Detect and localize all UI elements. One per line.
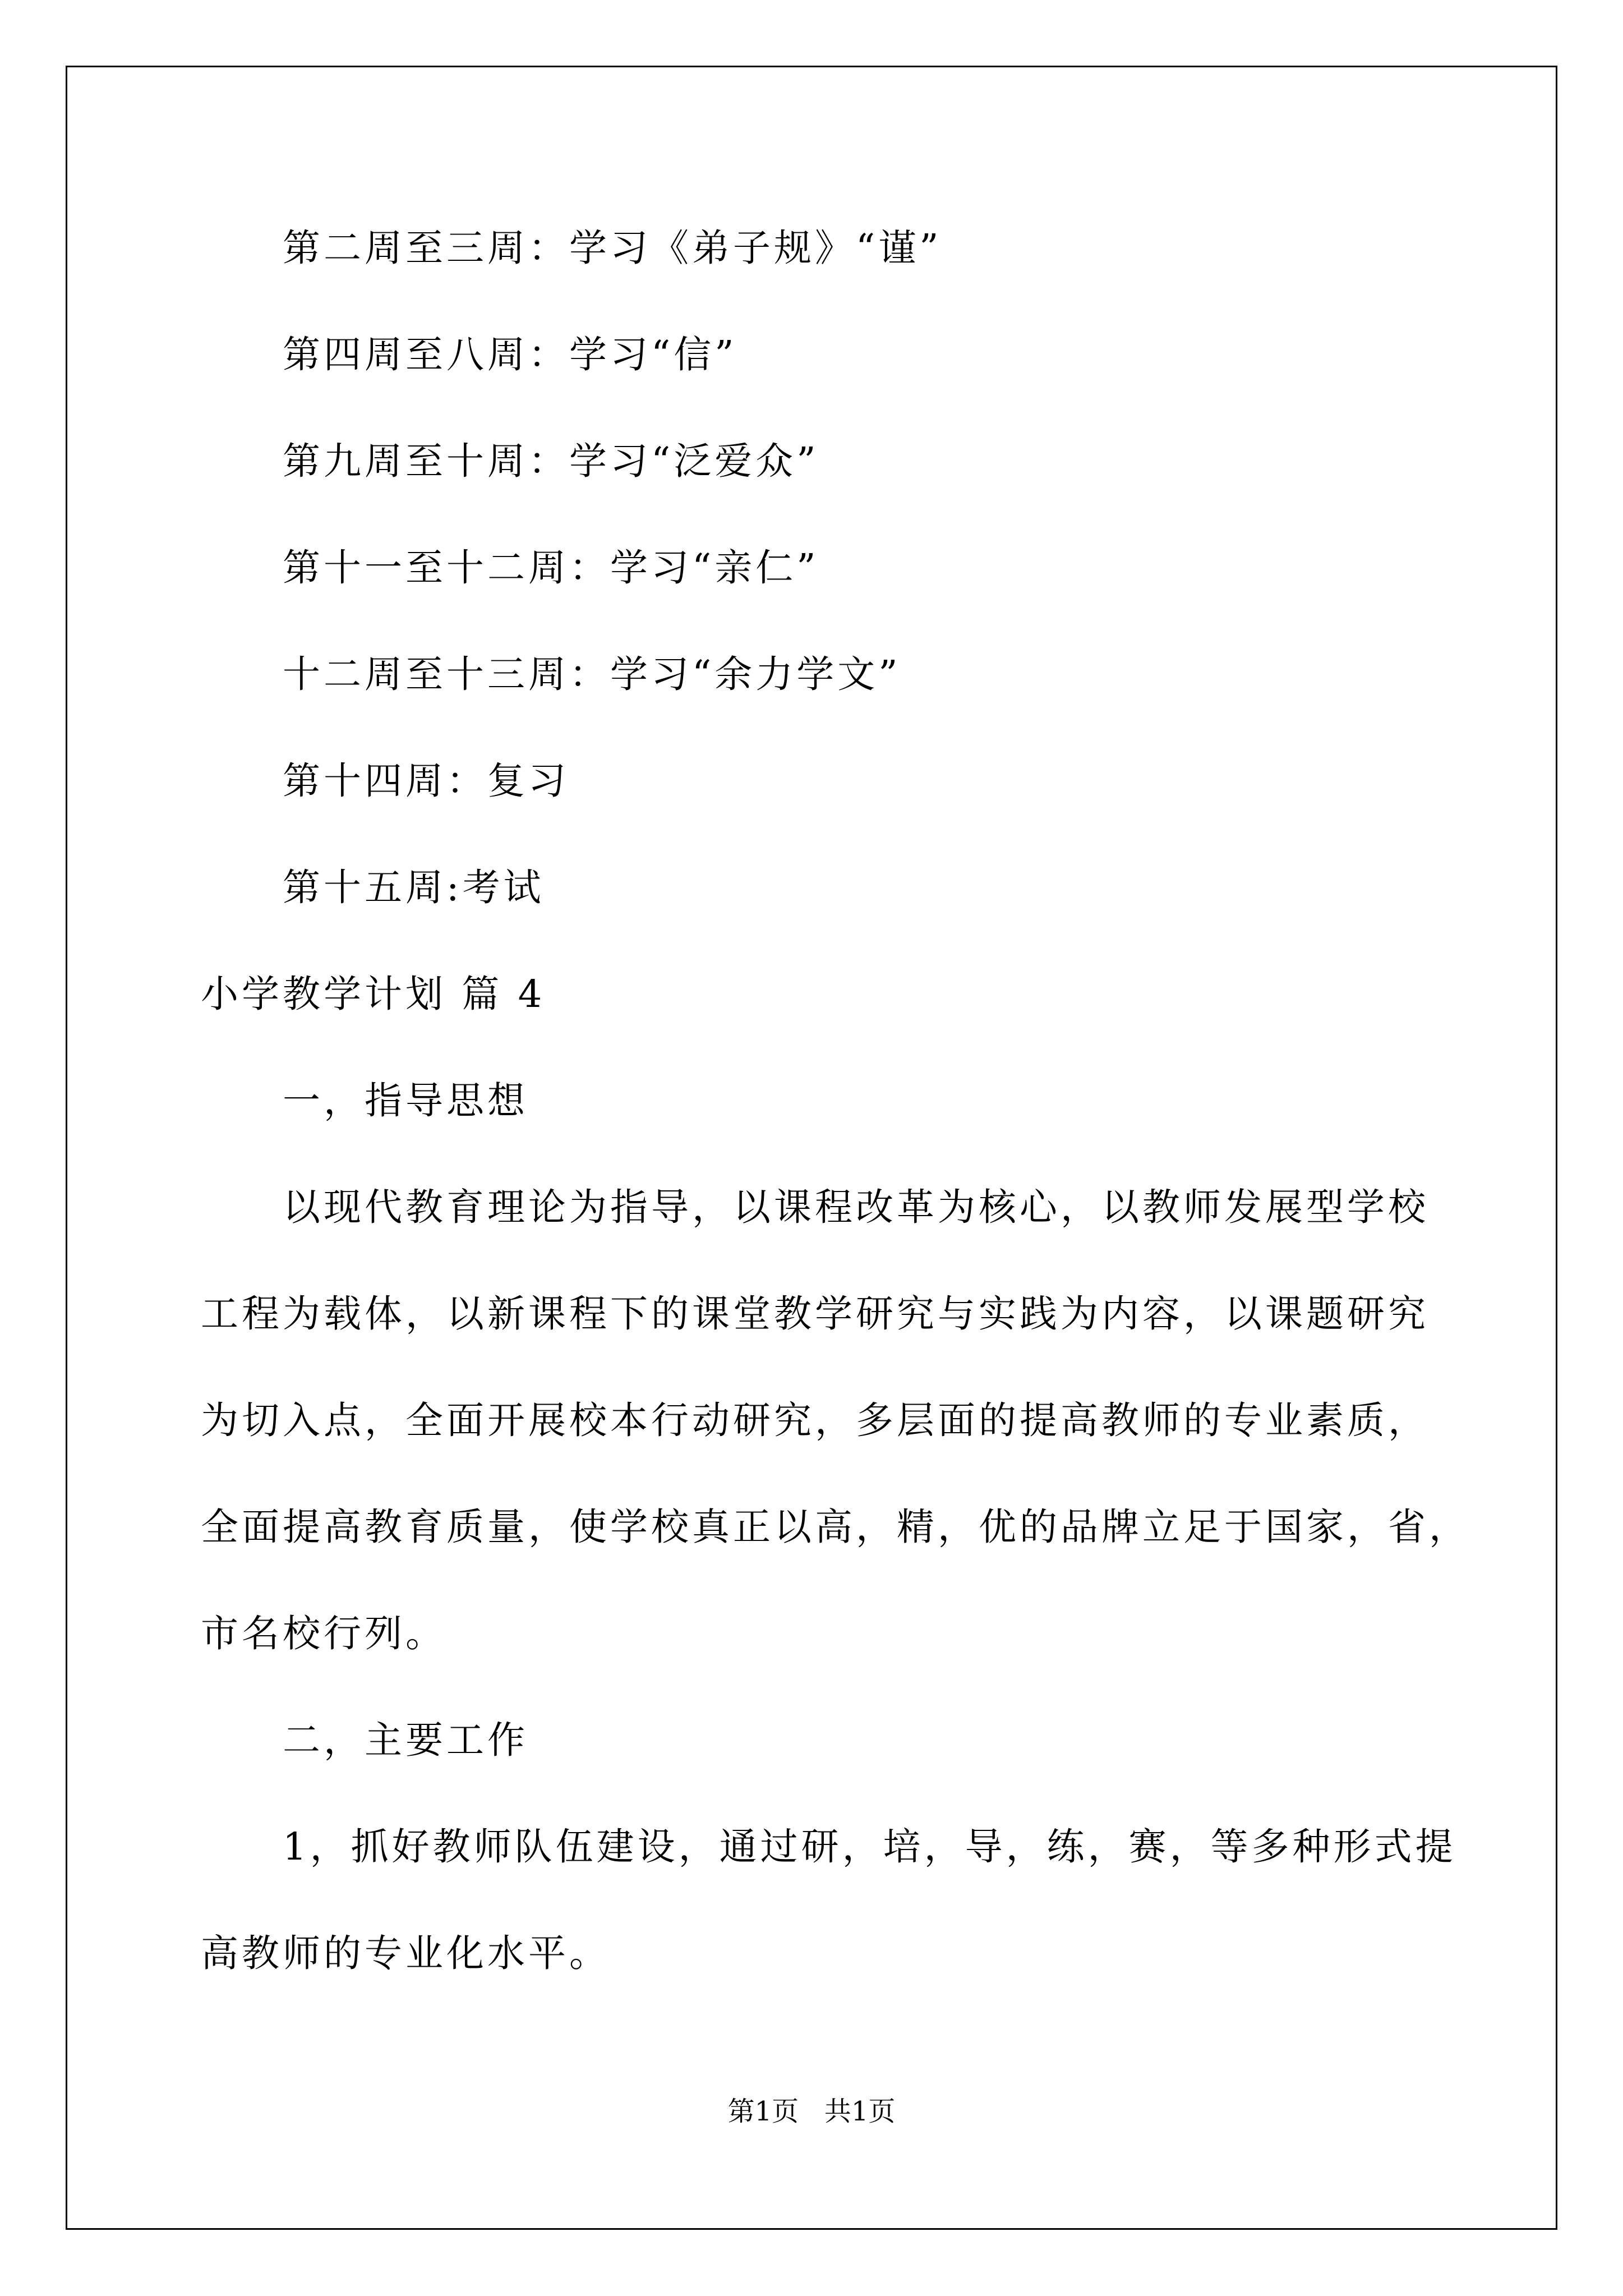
page-footer: 第1页 共1页: [727, 2096, 896, 2127]
schedule-line-1: 第二周至三周：学习《弟子规》“谨”: [283, 226, 942, 270]
schedule-line-6: 第十四周：复习: [283, 759, 569, 803]
schedule-line-3: 第九周至十周：学习“泛爱众”: [283, 439, 819, 483]
schedule-line-2: 第四周至八周：学习“信”: [283, 333, 737, 376]
work-item-line-1: 1，抓好教师队伍建设，通过研，培，导，练，赛，等多种形式提: [283, 1825, 1456, 1869]
paragraph-line-3: 为切入点，全面开展校本行动研究，多层面的提高教师的专业素质，: [201, 1398, 1429, 1442]
paragraph-line-2: 工程为载体，以新课程下的课堂教学研究与实践为内容，以课题研究: [201, 1292, 1429, 1336]
page-border: [66, 66, 1557, 2230]
schedule-line-4: 第十一至十二周：学习“亲仁”: [283, 546, 819, 590]
paragraph-line-5: 市名校行列。: [201, 1612, 446, 1655]
paragraph-line-4: 全面提高教育质量，使学校真正以高，精，优的品牌立足于国家，省，: [201, 1505, 1470, 1549]
subheading-guiding-thought: 一，指导思想: [283, 1079, 528, 1122]
paragraph-line-1: 以现代教育理论为指导，以课程改革为核心，以教师发展型学校: [283, 1185, 1429, 1229]
subheading-main-work: 二，主要工作: [283, 1718, 528, 1762]
schedule-line-5: 十二周至十三周：学习“余力学文”: [283, 652, 901, 696]
work-item-line-2: 高教师的专业化水平。: [201, 1931, 610, 1975]
section-heading: 小学教学计划 篇 4: [201, 972, 546, 1016]
schedule-line-7: 第十五周:考试: [283, 866, 545, 909]
